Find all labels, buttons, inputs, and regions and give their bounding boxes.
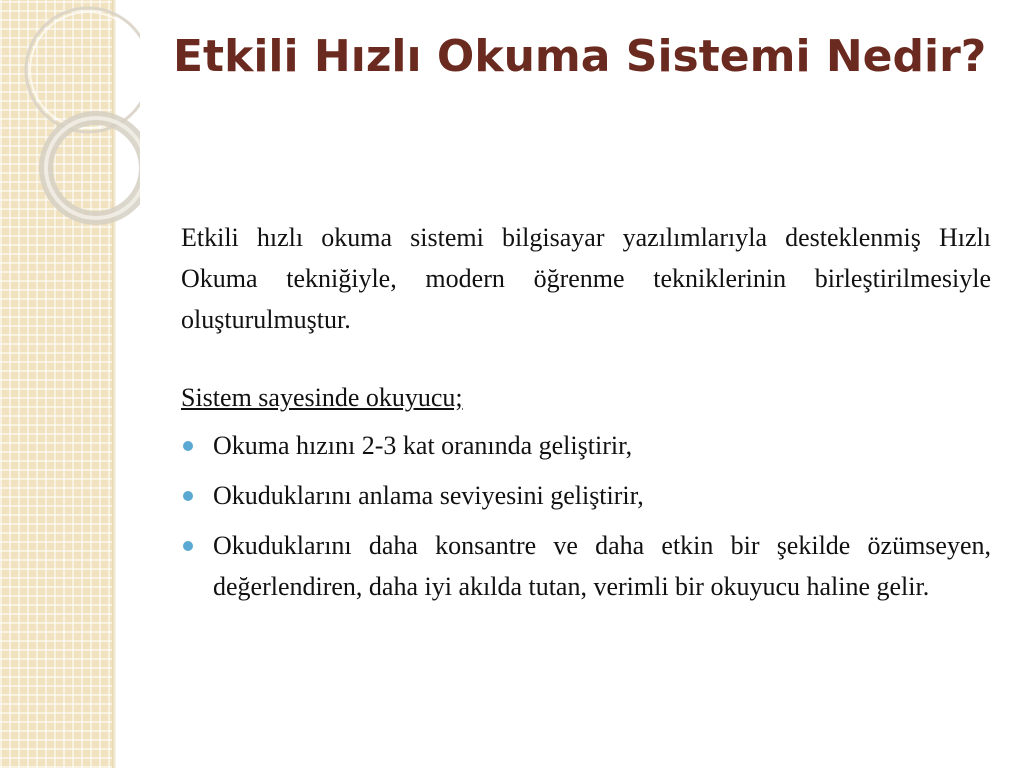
decorative-rings-icon <box>0 0 140 240</box>
lead-line: Sistem sayesinde okuyucu; <box>181 383 463 412</box>
bullet-list <box>181 425 991 607</box>
ring-outer-highlight <box>30 12 140 128</box>
bullet-item <box>181 475 991 516</box>
bullet-text: Okuduklarını anlama seviyesini geliştirir, <box>213 481 644 510</box>
bullet-item <box>181 525 991 607</box>
bullet-text: Okuma hızını 2-3 kat oranında geliştirir, <box>213 431 633 460</box>
intro-paragraph: Etkili hızlı okuma sistemi bilgisayar yazılımlarıyla desteklenmiş Hızlı Okuma tekniğiyle, modern öğrenme tekniklerinin birleştirilmesiyle oluşturulmuştur. <box>181 223 991 334</box>
slide-body <box>181 217 991 616</box>
bullet-dot-icon <box>183 491 193 501</box>
bullet-item <box>181 425 991 466</box>
bullet-dot-icon <box>183 441 193 451</box>
bullet-text: Okuduklarını daha konsantre ve daha etkin bir şekilde özümseyen, değerlendiren, daha iyi akılda tutan, verimli bir okuyucu haline gelir. <box>213 531 991 601</box>
bullet-dot-icon <box>183 541 193 551</box>
slide-title: Etkili Hızlı Okuma Sistemi Nedir? <box>173 31 987 82</box>
